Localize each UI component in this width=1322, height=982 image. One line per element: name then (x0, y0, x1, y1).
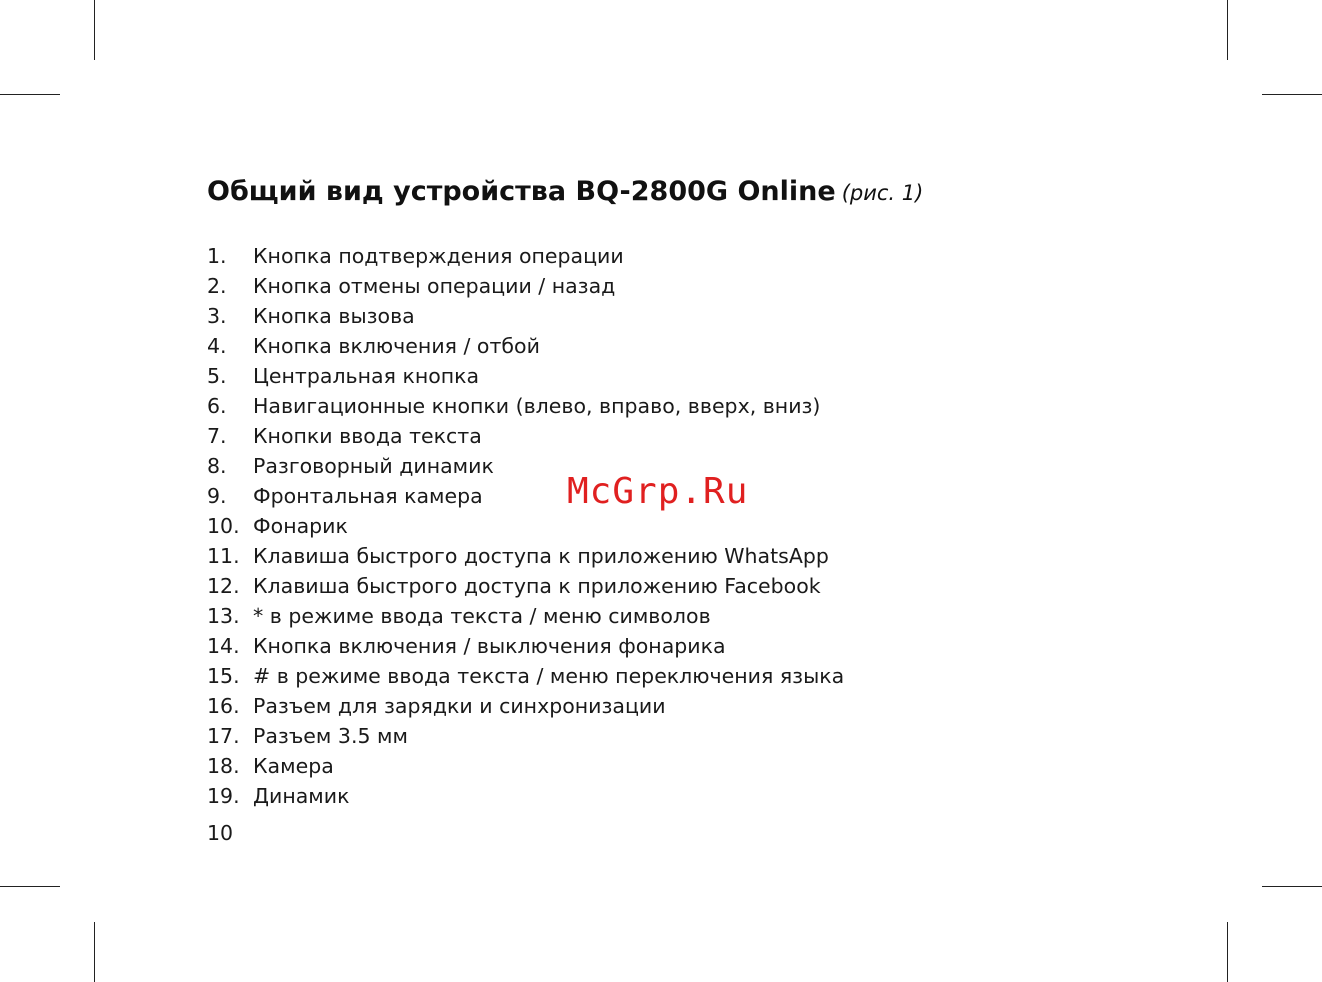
list-item-number: 6. (207, 394, 227, 418)
list-item-text: Камера (253, 754, 334, 778)
list-item (207, 601, 844, 631)
list-item-number: 19. (207, 784, 240, 808)
list-item-number: 2. (207, 274, 227, 298)
list-item-number: 12. (207, 574, 240, 598)
page-title-main: Общий вид устройства BQ-2800G Online (207, 176, 836, 207)
list-item-text: Клавиша быстрого доступа к приложению WhatsApp (253, 544, 829, 568)
list-item (207, 631, 844, 661)
crop-mark-bottom-left-vertical (94, 922, 95, 982)
list-item-number: 17. (207, 724, 240, 748)
list-item (207, 331, 844, 361)
list-item-number: 13. (207, 604, 240, 628)
list-item (207, 301, 844, 331)
list-item-number: 11. (207, 544, 240, 568)
list-item-text: Разъем для зарядки и синхронизации (253, 694, 666, 718)
list-item (207, 751, 844, 781)
crop-mark-top-right-horizontal (1262, 94, 1322, 95)
list-item-text: Кнопка включения / отбой (253, 334, 540, 358)
list-item-number: 10. (207, 514, 240, 538)
crop-mark-top-left-vertical (94, 0, 95, 60)
list-item (207, 661, 844, 691)
crop-mark-bottom-right-horizontal (1262, 886, 1322, 887)
list-item-number: 1. (207, 244, 227, 268)
list-item (207, 391, 844, 421)
list-item (207, 691, 844, 721)
list-item-text: Разъем 3.5 мм (253, 724, 408, 748)
figure-reference: (рис. 1) (841, 181, 924, 205)
list-item-text: # в режиме ввода текста / меню переключения языка (253, 664, 845, 688)
list-item-number: 3. (207, 304, 227, 328)
component-list (207, 241, 844, 811)
list-item-text: Разговорный динамик (253, 454, 494, 478)
list-item-number: 16. (207, 694, 240, 718)
list-item-number: 18. (207, 754, 240, 778)
list-item (207, 481, 844, 511)
list-item-number: 7. (207, 424, 227, 448)
list-item-number: 4. (207, 334, 227, 358)
list-item-number: 14. (207, 634, 240, 658)
page-number: 10 (207, 821, 234, 845)
list-item (207, 421, 844, 451)
list-item-text: Клавиша быстрого доступа к приложению Facebook (253, 574, 821, 598)
list-item (207, 241, 844, 271)
list-item (207, 271, 844, 301)
list-item-text: Фонарик (253, 514, 348, 538)
list-item-text: Кнопка подтверждения операции (253, 244, 624, 268)
list-item-text: Центральная кнопка (253, 364, 480, 388)
list-item (207, 511, 844, 541)
list-item-number: 5. (207, 364, 227, 388)
list-item-text: Кнопки ввода текста (253, 424, 482, 448)
list-item-number: 9. (207, 484, 227, 508)
crop-mark-top-left-horizontal (0, 94, 60, 95)
list-item (207, 541, 844, 571)
list-item (207, 781, 844, 811)
list-item-text: Кнопка вызова (253, 304, 415, 328)
list-item-number: 8. (207, 454, 227, 478)
list-item (207, 721, 844, 751)
crop-mark-top-right-vertical (1227, 0, 1228, 60)
list-item-text: Навигационные кнопки (влево, вправо, вверх, вниз) (253, 394, 821, 418)
watermark: McGrp.Ru (567, 471, 749, 512)
crop-mark-bottom-left-horizontal (0, 886, 60, 887)
list-item-text: Кнопка включения / выключения фонарика (253, 634, 726, 658)
list-item-text: Фронтальная камера (253, 484, 483, 508)
list-item (207, 451, 844, 481)
list-item (207, 571, 844, 601)
list-item-text: * в режиме ввода текста / меню символов (253, 604, 711, 628)
list-item (207, 361, 844, 391)
page-title (207, 172, 923, 213)
crop-mark-bottom-right-vertical (1227, 922, 1228, 982)
list-item-text: Кнопка отмены операции / назад (253, 274, 616, 298)
list-item-number: 15. (207, 664, 240, 688)
list-item-text: Динамик (253, 784, 350, 808)
